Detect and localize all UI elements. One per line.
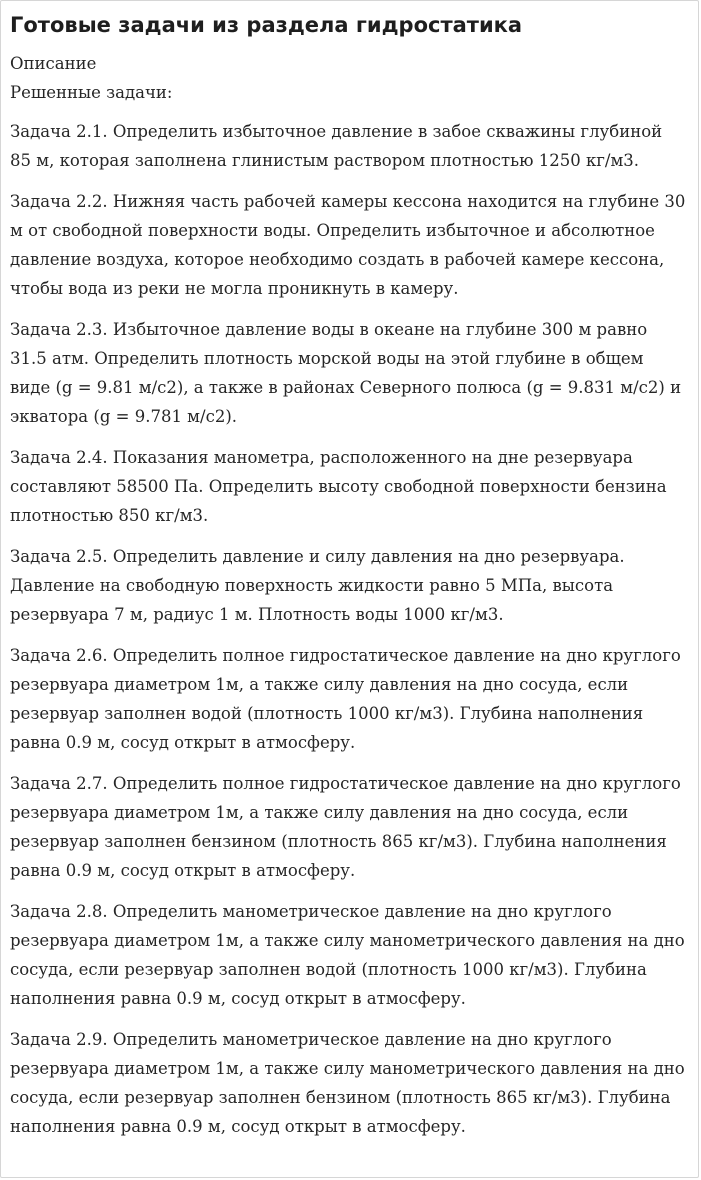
task-text: Задача 2.9. Определить манометрическое давление на дно круглого резервуара диаметром 1м, а также силу манометрического давления на дно сосуда, если резервуар заполнен бензином (плотность 865 кг/м3). Глубина наполнения равна 0.9 м, сосуд открыт в атмосферу. <box>10 1030 685 1136</box>
task-item-2-6 <box>10 641 686 757</box>
task-item-2-1 <box>10 117 686 175</box>
task-item-2-9 <box>10 1025 686 1141</box>
description-label: Описание <box>10 54 97 73</box>
task-text: Задача 2.4. Показания манометра, расположенного на дне резервуара составляют 58500 Па. Определить высоту свободной поверхности бензина плотностью 850 кг/м3. <box>10 448 667 525</box>
task-text: Задача 2.6. Определить полное гидростатическое давление на дно круглого резервуара диаметром 1м, а также силу давления на дно сосуда, если резервуар заполнен водой (плотность 1000 кг/м3). Глубина наполнения равна 0.9 м, сосуд открыт в атмосферу. <box>10 646 681 752</box>
task-item-2-7 <box>10 769 686 885</box>
task-text: Задача 2.3. Избыточное давление воды в океане на глубине 300 м равно 31.5 атм. Определить плотность морской воды на этой глубине в общем виде (g = 9.81 м/с2), а также в районах Северного полюса (g = 9.831 м/с2) и экватора (g = 9.781 м/с2). <box>10 320 682 426</box>
task-item-2-3 <box>10 315 686 431</box>
task-text: Задача 2.5. Определить давление и силу давления на дно резервуара. Давление на свободную поверхность жидкости равно 5 МПа, высота резервуара 7 м, радиус 1 м. Плотность воды 1000 кг/м3. <box>10 547 625 624</box>
page-title: Готовые задачи из раздела гидростатика <box>10 13 523 37</box>
task-item-2-4 <box>10 443 686 530</box>
task-text: Задача 2.2. Нижняя часть рабочей камеры кессона находится на глубине 30 м от свободной поверхности воды. Определить избыточное и абсолютное давление воздуха, которое необходимо создать в рабочей камере кессона, чтобы вода из реки не могла проникнуть в камеру. <box>10 192 686 298</box>
task-item-2-5 <box>10 542 686 629</box>
solved-tasks-label: Решенные задачи: <box>10 83 173 102</box>
task-list <box>10 117 686 1141</box>
task-item-2-2 <box>10 187 686 303</box>
task-text: Задача 2.8. Определить манометрическое давление на дно круглого резервуара диаметром 1м, а также силу манометрического давления на дно сосуда, если резервуар заполнен водой (плотность 1000 кг/м3). Глубина наполнения равна 0.9 м, сосуд открыт в атмосферу. <box>10 902 685 1008</box>
task-text: Задача 2.7. Определить полное гидростатическое давление на дно круглого резервуара диаметром 1м, а также силу давления на дно сосуда, если резервуар заполнен бензином (плотность 865 кг/м3). Глубина наполнения равна 0.9 м, сосуд открыт в атмосферу. <box>10 774 681 880</box>
task-item-2-8 <box>10 897 686 1013</box>
task-text: Задача 2.1. Определить избыточное давление в забое скважины глубиной 85 м, которая заполнена глинистым раствором плотностью 1250 кг/м3. <box>10 122 663 170</box>
